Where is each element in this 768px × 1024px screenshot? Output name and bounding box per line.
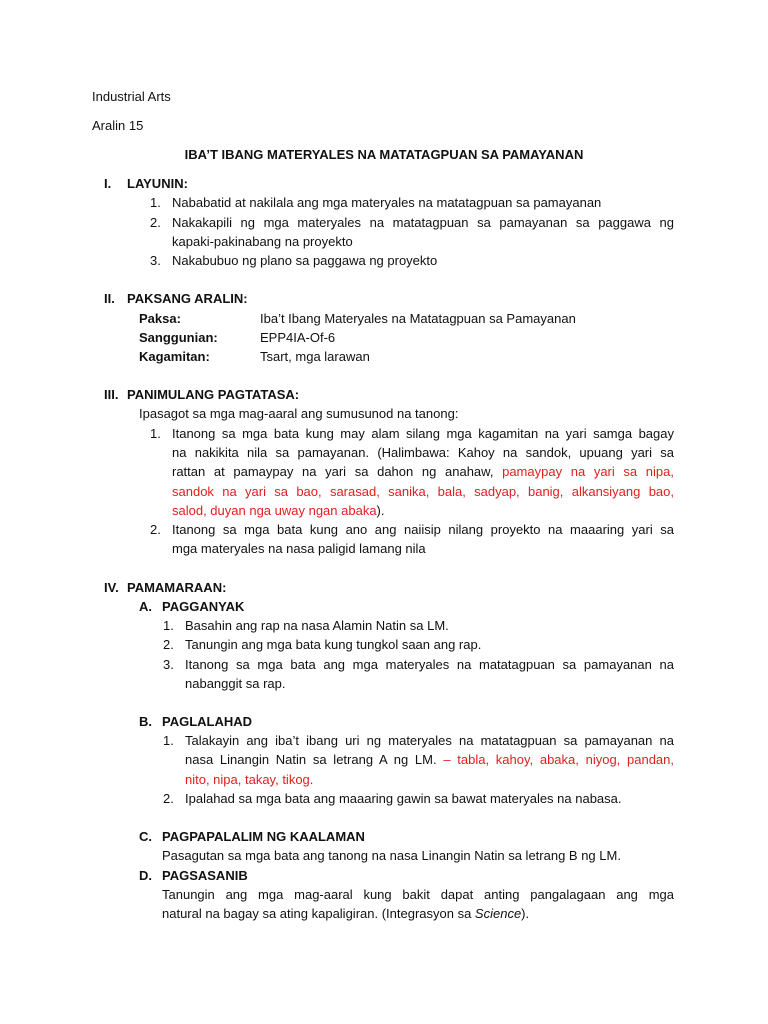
field-value: EPP4IA-Of-6	[260, 330, 336, 345]
list-number: 3.	[150, 253, 161, 268]
list-item-continuation	[185, 750, 674, 769]
list-item: Itanong sa mga bata kung ano ang naiisip nilang proyekto na maaaring yari sa	[172, 522, 674, 537]
highlighted-text: sandok na yari sa bao, sarasad, sanika, bala, sadyap, banig, alkansiyang bao,	[172, 484, 674, 499]
subsection-letter: A.	[139, 599, 152, 614]
list-number: 2.	[163, 791, 174, 806]
section-numeral: IV.	[104, 580, 119, 595]
subsection-heading: PAGLALAHAD	[162, 714, 253, 729]
list-item: Basahin ang rap na nasa Alamin Natin sa LM.	[185, 618, 449, 633]
list-item-continuation	[172, 501, 385, 520]
list-item-continuation: na nakikita nila sa pamayanan. (Halimbawa: Kahoy na sandok, upuang yari sa	[172, 445, 674, 460]
list-item-continuation	[172, 462, 674, 481]
section-heading: PANIMULANG PAGTATASA:	[127, 387, 300, 402]
lesson-label: Aralin 15	[92, 118, 144, 133]
subsection-heading: PAGGANYAK	[162, 599, 245, 614]
document-title: IBA’T IBANG MATERYALES NA MATATAGPUAN SA PAMAYANAN	[184, 147, 584, 162]
subsection-heading: PAGPAPALALIM NG KAALAMAN	[162, 829, 365, 844]
highlighted-text: salod, duyan nga uway ngan abaka	[172, 503, 377, 518]
list-item: Nababatid at nakilala ang mga materyales na matatagpuan sa pamayanan	[172, 195, 602, 210]
text-run: rattan at pamaypay na yari sa dahon ng anahaw,	[172, 464, 503, 479]
section-heading: PAKSANG ARALIN:	[127, 291, 248, 306]
text-run: ).	[376, 503, 385, 518]
field-label: Paksa:	[139, 311, 181, 326]
highlighted-text: nito, nipa, takay, tikog.	[185, 772, 314, 787]
text-run: nasa Linangin Natin sa letrang A ng LM.	[185, 752, 444, 767]
list-number: 2.	[150, 522, 161, 537]
list-number: 1.	[150, 426, 161, 441]
list-number: 1.	[150, 195, 161, 210]
list-item: Tanungin ang mga bata kung tungkol saan ang rap.	[185, 637, 482, 652]
section-intro: Ipasagot sa mga mag-aaral ang sumusunod na tanong:	[139, 406, 459, 421]
field-label: Sanggunian:	[139, 330, 218, 345]
text-run: natural na bagay sa ating kapaligiran. (Integrasyon sa	[162, 906, 475, 921]
list-item: Itanong sa mga bata ang mga materyales na matatagpuan sa pamayanan na	[185, 657, 674, 672]
subsection-text: Pasagutan sa mga bata ang tanong na nasa Linangin Natin sa letrang B ng LM.	[162, 848, 621, 863]
list-number: 2.	[163, 637, 174, 652]
subsection-letter: C.	[139, 829, 152, 844]
list-item: Ipalahad sa mga bata ang maaaring gawin sa bawat materyales na nabasa.	[185, 791, 622, 806]
subsection-letter: D.	[139, 868, 152, 883]
subsection-heading: PAGSASANIB	[162, 868, 248, 883]
subject-label: Industrial Arts	[92, 89, 171, 104]
section-numeral: III.	[104, 387, 119, 402]
list-number: 2.	[150, 215, 161, 230]
list-item: Nakabubuo ng plano sa paggawa ng proyekto	[172, 253, 438, 268]
field-value: Tsart, mga larawan	[260, 349, 370, 364]
section-numeral: II.	[104, 291, 115, 306]
subsection-letter: B.	[139, 714, 152, 729]
highlighted-text: – tabla, kahoy, abaka, niyog, pandan,	[443, 752, 674, 767]
section-numeral: I.	[104, 176, 112, 191]
list-number: 1.	[163, 618, 174, 633]
list-item-continuation: nabanggit sa rap.	[185, 676, 286, 691]
subsection-text: Tanungin ang mga mag-aaral kung bakit dapat anting pangalagaan ang mga	[162, 887, 674, 902]
list-item-continuation: kapaki-pakinabang na proyekto	[172, 234, 353, 249]
subsection-text-continuation	[162, 904, 529, 923]
list-number: 1.	[163, 733, 174, 748]
italic-term: Science	[474, 906, 522, 921]
list-item: Talakayin ang iba’t ibang uri ng materyales na matatagpuan sa pamayanan na	[185, 733, 674, 748]
list-item-continuation: mga materyales na nasa paligid lamang nila	[172, 541, 426, 556]
field-value: Iba’t Ibang Materyales na Matatagpuan sa Pamayanan	[260, 311, 576, 326]
list-item: Itanong sa mga bata kung may alam silang mga kagamitan na yari samga bagay	[172, 426, 674, 441]
section-heading: PAMAMARAAN:	[127, 580, 227, 595]
list-item: Nakakapili ng mga materyales na matatagpuan sa pamayanan sa paggawa ng	[172, 215, 674, 230]
list-number: 3.	[163, 657, 174, 672]
section-heading: LAYUNIN:	[127, 176, 188, 191]
field-label: Kagamitan:	[139, 349, 210, 364]
text-run: ).	[521, 906, 530, 921]
highlighted-text: pamaypay na yari sa nipa,	[502, 464, 674, 479]
